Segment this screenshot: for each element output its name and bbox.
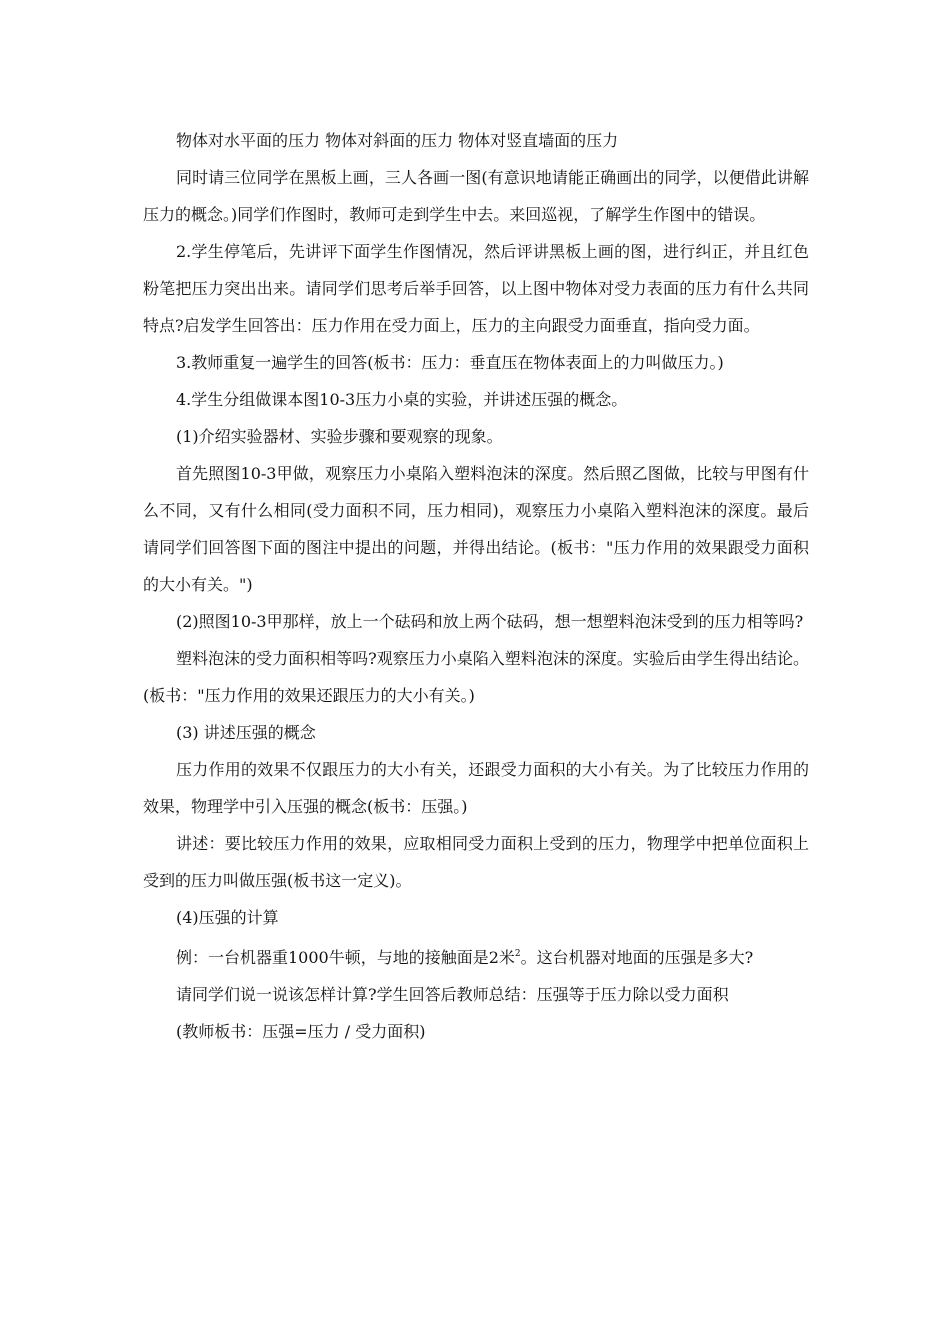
paragraph-step-2: 2.学生停笔后，先讲评下面学生作图情况，然后评讲黑板上画的图，进行纠正，并且红色粉笔把压力突出出来。请同学们思考后举手回答，以上图中物体对受力表面的压力有什么共同特点?启发学生回答出：压力作用在受力面上，压力的主向跟受力面垂直，指向受力面。 [143, 242, 809, 335]
paragraph-substep-1: (1)介绍实验器材、实验步骤和要观察的现象。 [176, 427, 503, 446]
paragraph-step-4: 4.学生分组做课本图10-3压力小桌的实验，并讲述压强的概念。 [176, 390, 628, 409]
paragraph-blackboard-drawing: 同时请三位同学在黑板上画，三人各画一图(有意识地请能正确画出的同学，以便借此讲解压力的概念。)同学们作图时，教师可走到学生中去。来回巡视，了解学生作图中的错误。 [143, 168, 809, 224]
paragraph-substep-3: (3) 讲述压强的概念 [176, 723, 316, 742]
paragraph-experiment-a: 首先照图10-3甲做，观察压力小桌陷入塑料泡沫的深度。然后照乙图做，比较与甲图有什么不同，又有什么相同(受力面积不同，压力相同)，观察压力小桌陷入塑料泡沫的深度。最后请同学们回答图下面的图注中提出的问题，并得出结论。(板书："压力作用的效果跟受力面积的大小有关。") [143, 464, 809, 594]
paragraph-formula: (教师板书：压强=压力 / 受力面积) [176, 1022, 426, 1041]
paragraph-foam-area: 塑料泡沫的受力面积相等吗?观察压力小桌陷入塑料泡沫的深度。实验后由学生得出结论。(板书："压力作用的效果还跟压力的大小有关。) [143, 649, 809, 705]
paragraph-substep-4: (4)压强的计算 [176, 908, 279, 927]
paragraph-step-3: 3.教师重复一遍学生的回答(板书：压力：垂直压在物体表面上的力叫做压力。) [176, 353, 724, 372]
paragraph-example [143, 936, 809, 976]
paragraph-pressure-concept: 压力作用的效果不仅跟压力的大小有关，还跟受力面积的大小有关。为了比较压力作用的效果，物理学中引入压强的概念(板书：压强。) [143, 760, 809, 816]
example-text-end: 。这台机器对地面的压强是多大? [520, 948, 754, 967]
document-body [143, 122, 809, 1050]
paragraph-calculation-question: 请同学们说一说该怎样计算?学生回答后教师总结：压强等于压力除以受力面积 [176, 985, 729, 1004]
paragraph-substep-2: (2)照图10-3甲那样，放上一个砝码和放上两个砝码，想一想塑料泡沫受到的压力相等吗? [176, 612, 804, 631]
paragraph-pressure-types: 物体对水平面的压力 物体对斜面的压力 物体对竖直墙面的压力 [176, 131, 619, 150]
paragraph-pressure-definition: 讲述：要比较压力作用的效果，应取相同受力面积上受到的压力，物理学中把单位面积上受到的压力叫做压强(板书这一定义)。 [143, 834, 809, 890]
example-text-start: 例：一台机器重1000牛顿，与地的接触面是2米 [176, 948, 515, 967]
superscript-2: 2 [514, 949, 521, 959]
